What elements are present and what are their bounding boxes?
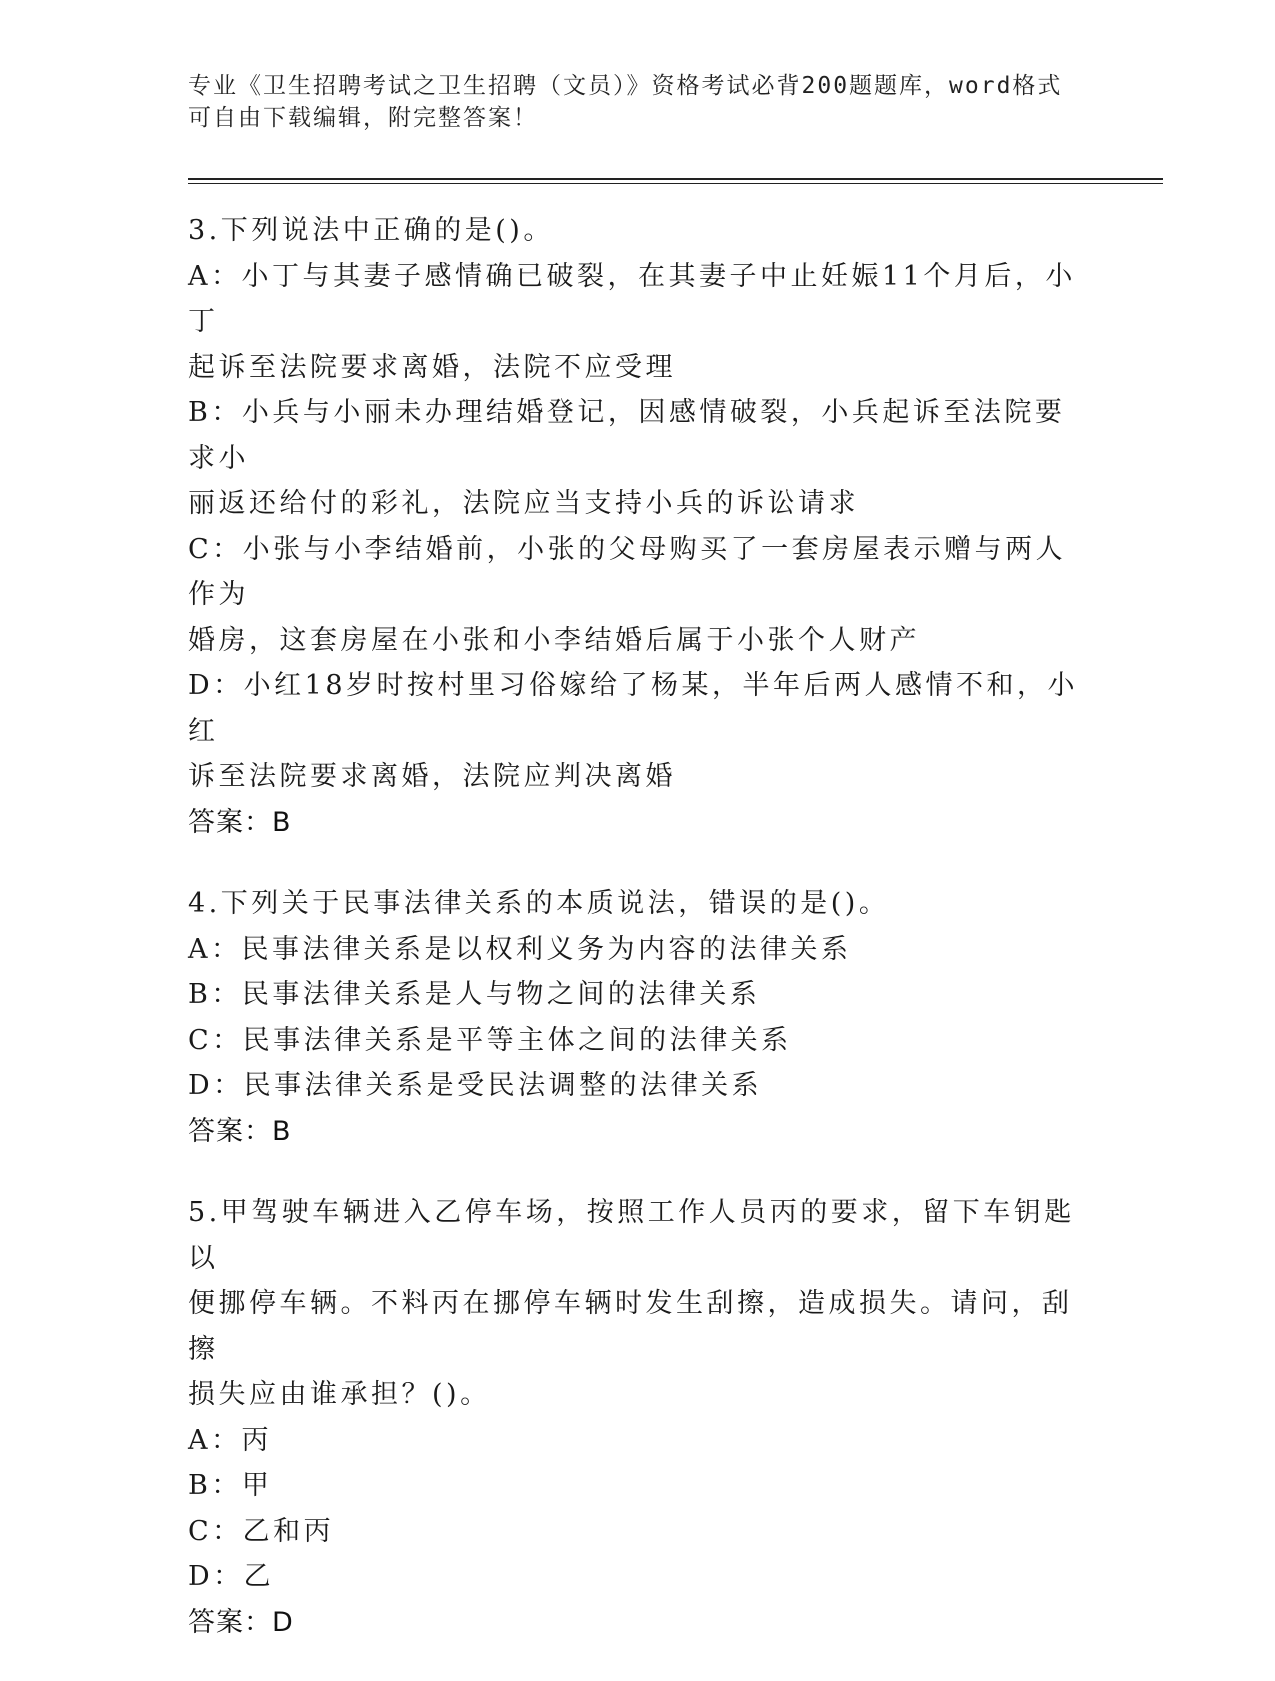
option-line: C：乙和丙 <box>188 1515 335 1547</box>
option-line: D：乙 <box>188 1561 275 1592</box>
question-block <box>188 1190 1088 1645</box>
answer-line: 答案：D <box>188 1606 294 1638</box>
option-line: 起诉至法院要求离婚，法院不应受理 <box>188 351 676 383</box>
header-rule-thick <box>188 178 1163 180</box>
question-stem-line: 便挪停车辆。不料丙在挪停车辆时发生刮擦，造成损失。请问，刮擦 <box>188 1288 1073 1365</box>
header-line-1: 专业《卫生招聘考试之卫生招聘（文员）》资格考试必背200题题库，word格式 <box>188 73 1063 99</box>
option-line: B：小兵与小丽未办理结婚登记，因感情破裂，小兵起诉至法院要求小 <box>188 397 1066 474</box>
option-line: D：小红18岁时按村里习俗嫁给了杨某，半年后两人感情不和，小红 <box>188 670 1079 747</box>
question-stem-line: 5.甲驾驶车辆进入乙停车场，按照工作人员丙的要求，留下车钥匙以 <box>188 1197 1075 1274</box>
question-stem-line: 4.下列关于民事法律关系的本质说法，错误的是()。 <box>188 888 890 919</box>
option-line: 诉至法院要求离婚，法院应判决离婚 <box>188 761 676 792</box>
answer-line: 答案：B <box>188 806 292 838</box>
question-stem-line: 损失应由谁承担？()。 <box>188 1379 491 1410</box>
option-line: 丽返还给付的彩礼，法院应当支持小兵的诉讼请求 <box>188 488 859 519</box>
option-line: A：丙 <box>188 1424 272 1456</box>
option-line: D：民事法律关系是受民法调整的法律关系 <box>188 1070 763 1101</box>
header-line-2: 可自由下载编辑，附完整答案！ <box>188 105 538 131</box>
question-stem-line: 3.下列说法中正确的是()。 <box>188 215 554 246</box>
question-list <box>188 208 1088 1681</box>
question-block <box>188 208 1088 845</box>
option-line: B：民事法律关系是人与物之间的法律关系 <box>188 979 761 1010</box>
option-line: A：民事法律关系是以权利义务为内容的法律关系 <box>188 933 852 965</box>
answer-line: 答案：B <box>188 1115 292 1147</box>
option-line: B：甲 <box>188 1470 273 1501</box>
option-line: A：小丁与其妻子感情确已破裂，在其妻子中止妊娠11个月后，小丁 <box>188 260 1076 337</box>
option-line: C：民事法律关系是平等主体之间的法律关系 <box>188 1024 792 1056</box>
question-block <box>188 881 1088 1154</box>
header-rule-thin <box>188 183 1163 184</box>
option-line: C：小张与小李结婚前，小张的父母购买了一套房屋表示赠与两人作为 <box>188 533 1067 610</box>
option-line: 婚房，这套房屋在小张和小李结婚后属于小张个人财产 <box>188 624 920 656</box>
document-header <box>188 70 1068 134</box>
